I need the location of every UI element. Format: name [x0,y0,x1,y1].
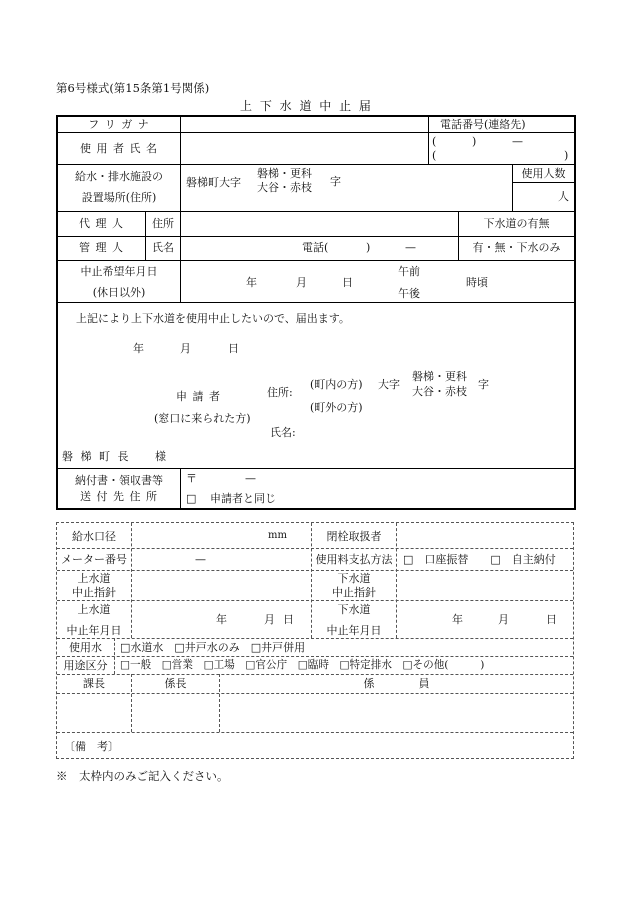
submit-day: 日 [228,342,239,355]
sewer-date-day: 日 [546,613,557,626]
footer-note: ※ 太枠内のみご記入ください。 [56,769,229,783]
furigana-field[interactable] [182,118,426,131]
applicant-name-field[interactable] [306,422,566,442]
water-date-year: 年 [216,613,227,626]
agent-label: 代 理 人 [79,217,124,230]
send-label-1: 納付書・領収書等 [75,474,163,487]
same-as-applicant: 申請者と同じ [210,492,276,505]
sewer-label: 下水道の有無 [483,217,550,230]
stop-day: 日 [342,276,353,289]
water-date-label-1: 上水道 [77,603,111,616]
sewer-date-month: 月 [498,613,509,626]
location-label-2: 設置場所(住所) [81,191,157,204]
location-district-2: 大谷・赤枝 [257,181,312,194]
send-address-field[interactable] [260,470,570,488]
form-title: 上 下 水 道 中 止 届 [240,99,373,113]
send-label-2: 送 付 先 住 所 [80,490,158,503]
applicant-address-field[interactable] [496,372,566,396]
sewer-reading-label-2: 中止指針 [332,586,376,599]
sewer-reading-field[interactable] [398,572,572,599]
water-use-options[interactable]: □水道水 □井戸水のみ □井戸併用 [120,641,306,654]
users-count-field[interactable] [514,184,554,209]
water-date-month: 月 [264,613,275,626]
submit-month: 月 [180,342,191,355]
in-town-label: (町内の方) [310,378,363,391]
pipe-diameter-label: 給水口径 [72,530,116,543]
same-checkbox[interactable]: □ [186,492,197,505]
out-town-label: (町外の方) [310,401,363,414]
chief-stamp-box[interactable] [58,695,130,731]
usage-type-label: 用途区分 [63,659,108,672]
location-aza: 字 [330,175,341,188]
agent-phone-dash: — [405,241,416,254]
location-field[interactable] [345,166,510,210]
stop-date-field[interactable] [182,262,572,300]
sewer-date-label-1: 下水道 [337,603,371,616]
phone-field[interactable] [430,134,572,163]
water-reading-label-2: 中止指針 [72,586,116,599]
phone-paren-close-2: ) [564,149,569,162]
valve-handler-label: 閉栓取扱者 [326,530,382,543]
remarks-field[interactable] [130,736,570,756]
chief-label: 課長 [83,677,105,690]
agent-phone-close: ) [366,241,371,254]
agent-address-field[interactable] [182,213,456,235]
manager-label: 管 理 人 [79,241,124,254]
valve-handler-field[interactable] [398,524,572,547]
applicant-label: 申 請 者 [176,390,221,403]
stop-date-label: 中止希望年月日 [80,265,158,278]
furigana-label: フ リ ガ ナ [88,118,150,131]
user-name-label: 使 用 者 氏 名 [80,142,158,155]
postal-mark: 〒 [186,472,197,485]
in-town-aza: 字 [478,378,489,391]
sewer-date-label-2: 中止年月日 [326,624,382,637]
meter-number-dash: — [195,553,206,566]
phone-dash-1: — [512,135,523,148]
location-district-1: 磐梯・更科 [257,167,312,180]
water-date-day: 日 [283,613,294,626]
stop-pm[interactable]: 午後 [398,287,420,300]
water-reading-label-1: 上水道 [77,572,111,585]
user-name-field[interactable] [182,134,426,163]
in-town-oaza: 大字 [378,378,400,391]
applicant-note: (窓口に来られた方) [154,412,251,425]
users-count-label: 使用人数 [521,167,566,180]
agent-name-label: 氏名 [152,241,174,254]
payment-method-label: 使用料支払方法 [315,553,393,566]
stop-am[interactable]: 午前 [398,265,420,278]
stop-time-suffix: 時頃 [466,276,488,289]
applicant-name-label: 氏名: [270,426,296,439]
assistant-chief-stamp-box[interactable] [133,695,218,731]
agent-address-label: 住所 [152,217,174,230]
in-town-district-1: 磐梯・更科 [412,370,467,383]
users-count-unit: 人 [558,190,569,203]
remarks-label: 〔備 考〕 [64,740,119,753]
postal-dash: — [245,472,256,485]
mayor-honorific: 様 [155,450,166,463]
location-label-1: 給水・排水施設の [75,170,163,183]
water-reading-field[interactable] [133,572,309,599]
meter-number-field[interactable] [133,550,309,569]
statement: 上記により上下水道を使用中止したいので、届出ます。 [76,312,350,325]
usage-type-options[interactable]: □一般 □営業 □工場 □官公庁 □臨時 □特定排水 □その他( ) [120,659,485,671]
agent-phone-label: 電話( [302,241,329,254]
agent-name-field[interactable] [182,238,292,259]
payment-options[interactable]: □ 口座振替 □ 自主納付 [403,553,556,566]
location-town: 磐梯町大字 [186,176,241,189]
mayor-label: 磐 梯 町 長 [62,450,131,463]
staff-stamp-box[interactable] [221,695,572,731]
sewer-date-year: 年 [452,613,463,626]
phone-paren-open-1: ( [432,135,437,148]
meter-number-label: メーター番号 [61,553,127,566]
sewer-options[interactable]: 有・無・下水のみ [472,241,561,254]
phone-label: 電話番号(連絡先) [440,118,526,131]
phone-paren-open-2: ( [432,149,437,162]
applicant-address-label: 住所: [267,386,293,399]
stop-date-note: (休日以外) [92,286,146,299]
form-number: 第6号様式(第15条第1号関係) [56,81,210,95]
pipe-diameter-field[interactable] [133,524,263,547]
phone-paren-close-1: ) [472,135,477,148]
stop-month: 月 [296,276,307,289]
pipe-diameter-unit: mm [268,530,287,541]
stop-year: 年 [246,276,257,289]
submit-year: 年 [133,342,144,355]
in-town-district-2: 大谷・赤枝 [412,385,467,398]
water-date-label-2: 中止年月日 [66,624,122,637]
water-use-label: 使用水 [69,641,102,654]
assistant-chief-label: 係長 [164,677,187,690]
staff-label: 係 員 [363,677,430,690]
sewer-reading-label-1: 下水道 [337,572,371,585]
